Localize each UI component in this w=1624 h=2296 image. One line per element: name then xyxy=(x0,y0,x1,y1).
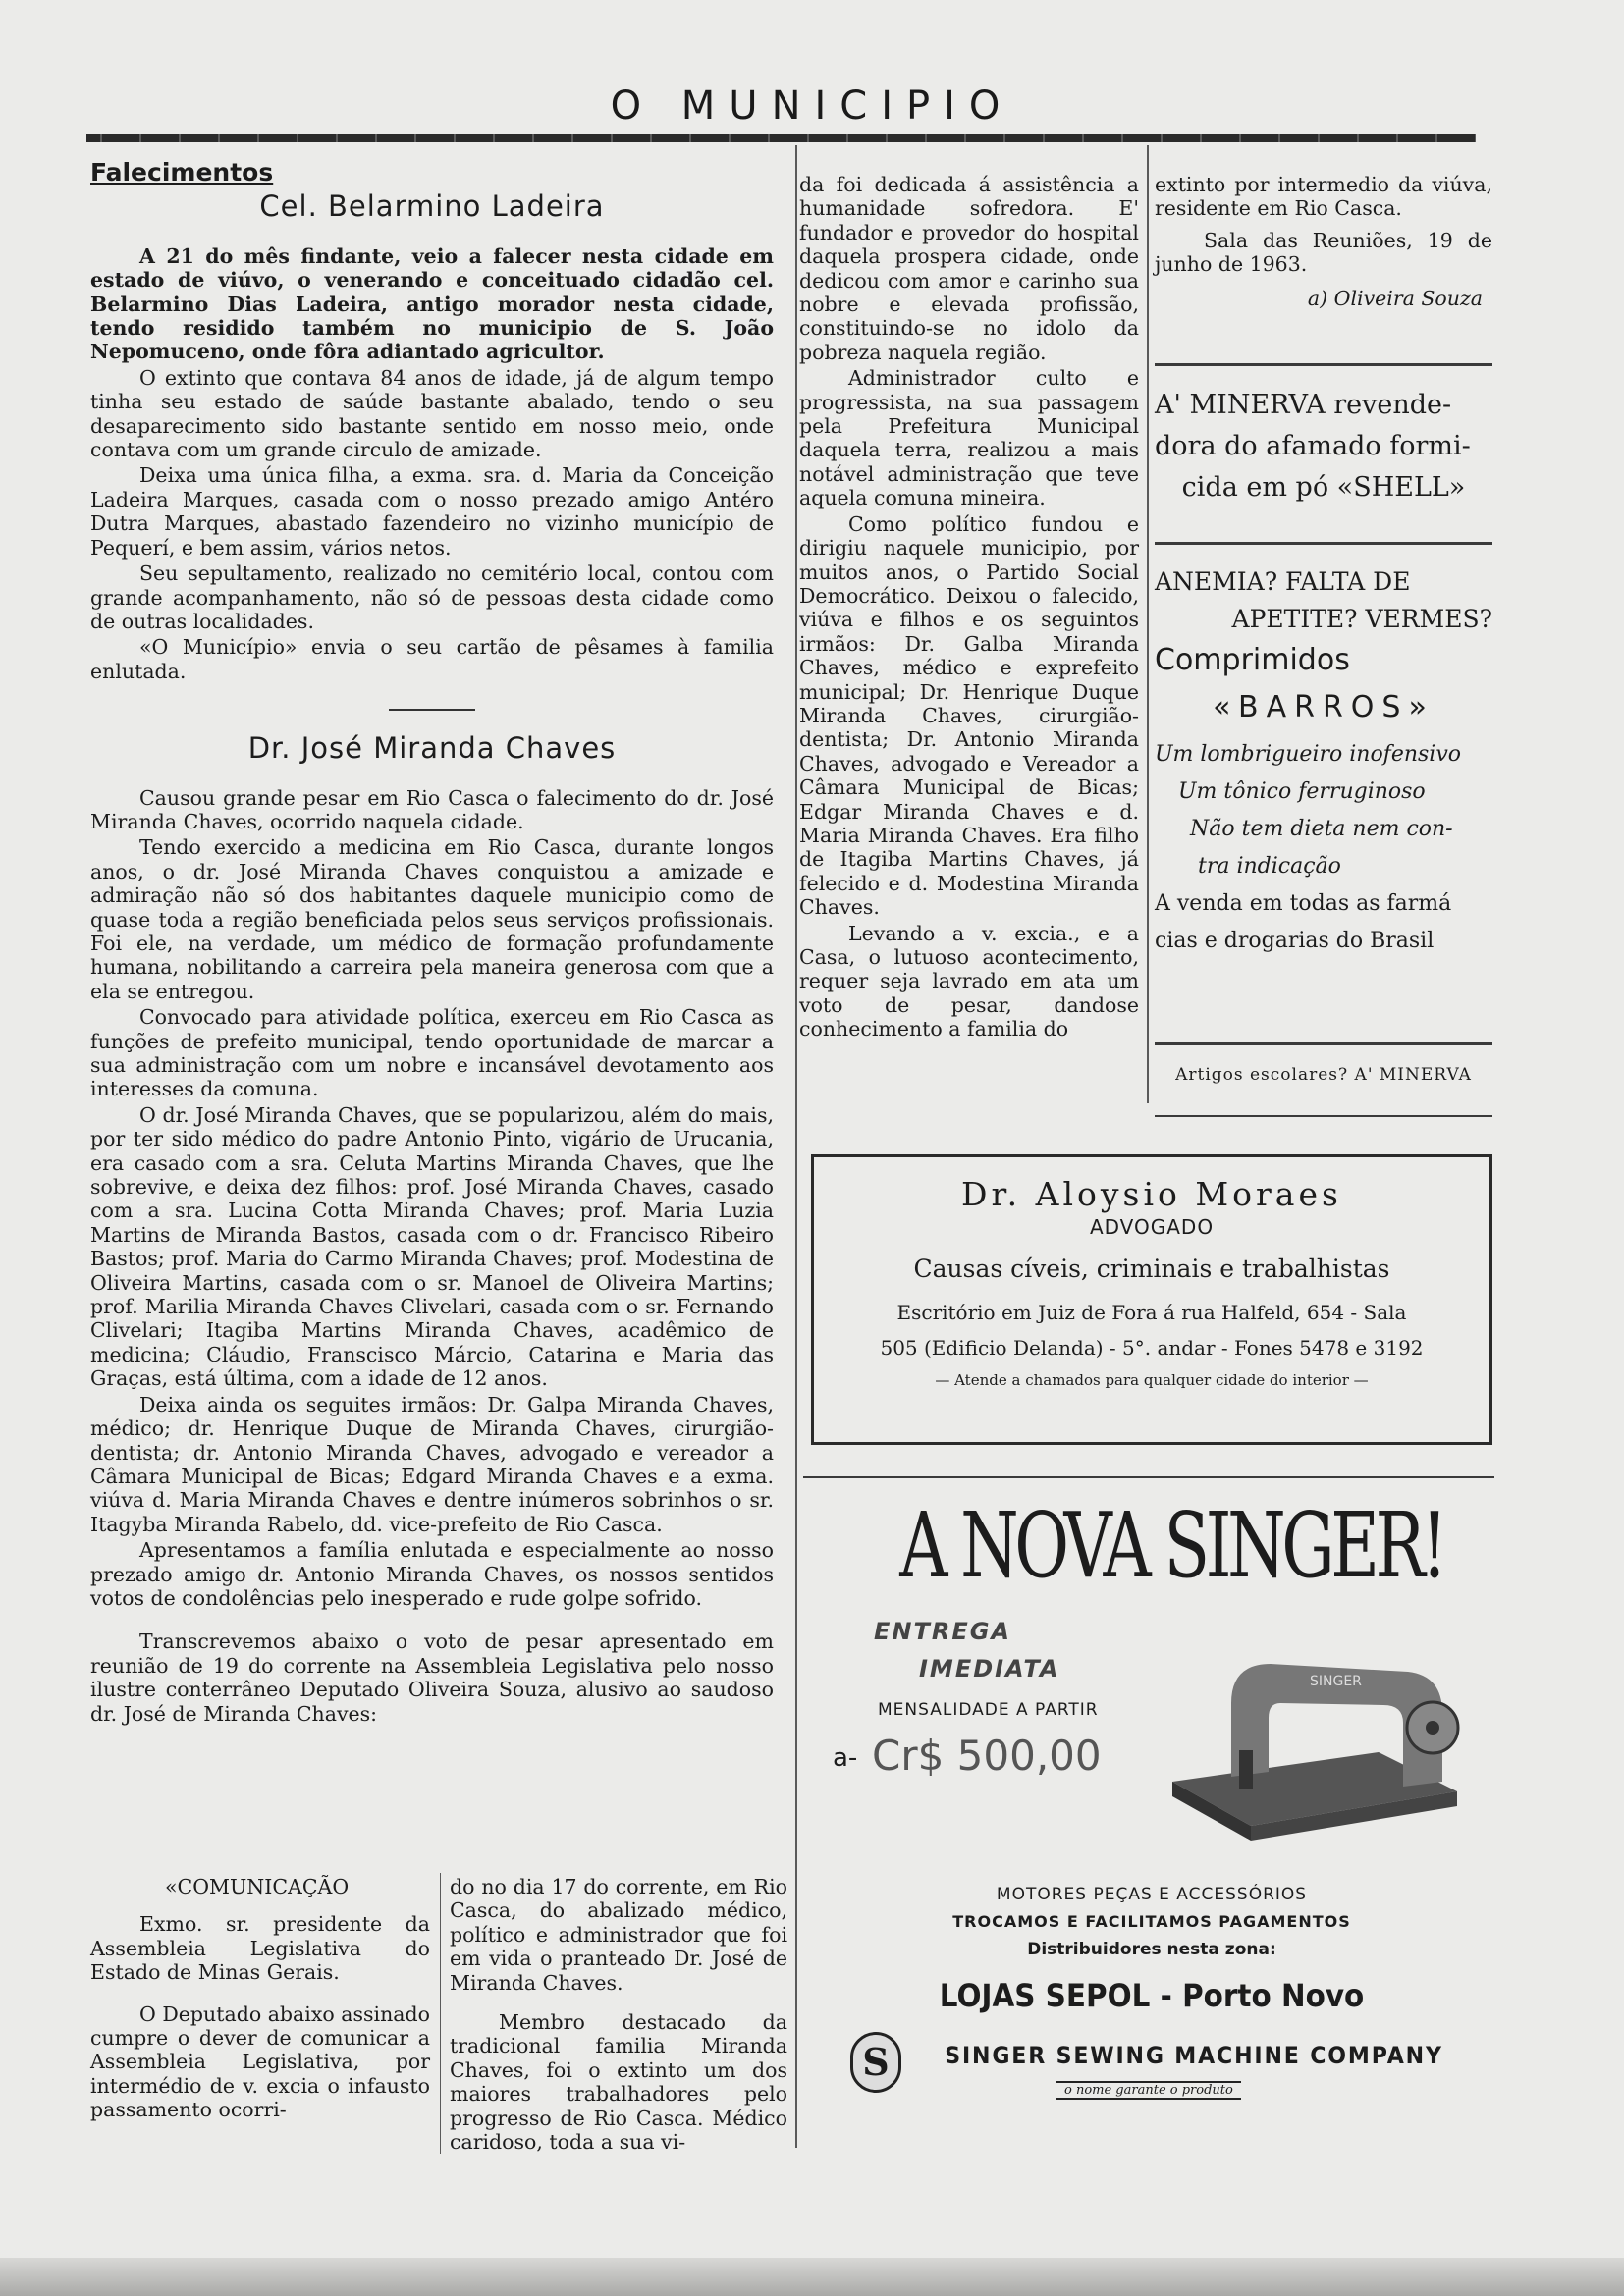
obituary-name-2: Dr. José Miranda Chaves xyxy=(247,731,617,766)
ad-divider xyxy=(1155,1115,1492,1117)
school-ad: Artigos escolares? A' MINERVA xyxy=(1175,1065,1472,1085)
obit2-paragraph: Transcrevemos abaixo o voto de pesar apresentado em reunião de 19 do corrente na Assembleia Legislativa pelo nosso ilustre conterrâneo Deputado Oliveira Souza, alusivo ao saudoso dr. José de Miranda Chaves: xyxy=(90,1629,774,1726)
barros-tagline: Um tônico ferruginoso xyxy=(1178,779,1426,804)
barros-ad xyxy=(1155,563,1492,960)
minerva-ad xyxy=(1155,385,1492,508)
barros-tagline: Um lombrigueiro inofensivo xyxy=(1155,742,1462,767)
barros-tagline: tra indicação xyxy=(1198,854,1341,879)
middle-paragraph: Como político fundou e dirigiu naquele municipio, por muitos anos, o Partido Social Democrático. Deixou o falecido, viúva e filhos e os seguintos irmãos: Dr. Galba Miranda Chaves, médico e exprefeito municipal; Dr. Henrique Duque Miranda Chaves, cirurgião-dentista; Dr. Antonio Miranda Chaves, advogado e Vereador a Câmara Municipal de Bicas; Edgar Miranda Chaves e d. Maria Miranda Chaves. Era filho de Itagiba Martins Chaves, já felecido e d. Modestina Miranda Chaves. xyxy=(799,511,1139,920)
singer-headline: A NOVA SINGER! xyxy=(899,1493,1444,1598)
lawyer-office: Escritório em Juiz de Fora á rua Halfeld, 654 - Sala xyxy=(896,1301,1407,1324)
communication-paragraph: Exmo. sr. presidente da Assembleia Legislativa do Estado de Minas Gerais. xyxy=(90,1912,430,1985)
obit2-paragraph: Tendo exercido a medicina em Rio Casca, durante longos anos, o dr. José Miranda Chaves conquistou a amizade e admiração não só dos habitantes daquele municipio como de quase toda a região beneficiada pelos seus serviços profissionais. Foi ele, na verdade, um médico de formação profundamente humana, nobilitando a carreira pela maneira generosa com que a ela se entregou. xyxy=(90,835,774,1003)
session-date: Sala das Reuniões, 19 de junho de 1963. xyxy=(1155,228,1492,277)
singer-company: SINGER SEWING MACHINE COMPANY xyxy=(945,2042,1443,2069)
lawyer-office: 505 (Edificio Delanda) - 5°. andar - Fones 5478 e 3192 xyxy=(880,1336,1424,1360)
singer-logo-letter: S xyxy=(862,2040,890,2084)
communication-paragraph: Membro destacado da tradicional familia Miranda Chaves, foi o extinto um dos maiores trabalhadores pelo progresso de Rio Casca. Médico caridoso, toda a sua vi- xyxy=(450,2010,787,2155)
ad-divider xyxy=(1155,1042,1492,1045)
obit2-paragraph: Deixa ainda os seguites irmãos: Dr. Galpa Miranda Chaves, médico; dr. Henrique Duque de Miranda Chaves, cirurgião-dentista; dr. Antonio Miranda Chaves, advogado e vereador a Câmara Municipal de Bicas; Edgard Miranda Chaves e a exma. viúva d. Maria Miranda Chaves e dentre inúmeros sobrinhos o sr. Itagyba Miranda Rabelo, dd. vice-prefeito de Rio Casca. xyxy=(90,1392,774,1536)
singer-price: Cr$ 500,00 xyxy=(872,1732,1102,1780)
obit1-paragraph: Seu sepultamento, realizado no cemitério local, contou com grande acompanhamento, não só de pessoas desta cidade como de outras localidades. xyxy=(90,561,774,633)
masthead-title: O MUNICIPIO xyxy=(610,83,1014,129)
singer-exchange: TROCAMOS E FACILITAMOS PAGAMENTOS xyxy=(952,1912,1351,1931)
minerva-ad-line: cida em pó «SHELL» xyxy=(1181,472,1466,503)
minerva-ad-line: A' MINERVA revende- xyxy=(1155,390,1452,420)
obituary-name-1: Cel. Belarmino Ladeira xyxy=(259,189,605,224)
barros-sale: cias e drogarias do Brasil xyxy=(1155,929,1435,953)
barros-brand: «BARROS» xyxy=(1213,690,1435,724)
communication-paragraph: do no dia 17 do corrente, em Rio Casca, do abalizado médico, político e administrador que foi em vida o pranteado Dr. José de Miranda Chaves. xyxy=(450,1875,787,1995)
ad-divider xyxy=(1155,542,1492,545)
lawyer-title: ADVOGADO xyxy=(1089,1215,1215,1239)
obit2-paragraph: O dr. José Miranda Chaves, que se popularizou, além do mais, por ter sido médico do padre Antonio Pinto, vigário de Urucania, era casado com a sra. Celuta Martins Miranda Chaves, que lhe sobrevive, e deixa dez filhos: prof. José Miranda Chaves, casado com a sra. Lucina Cotta Miranda Chaves; prof. Maria Luzia Martins de Miranda Bastos, casada com o dr. Francisco Ribeiro Bastos; prof. Maria do Carmo Miranda Chaves; prof. Modestina de Oliveira Martins, casada com o sr. Manoel de Oliveira Martins; prof. Marilia Miranda Chaves Clivelari, casada com o sr. Fernando Clivelari; Itagiba Martins Miranda Chaves, acadêmico de medicina; Cláudio, Franscisco Márcio, Catarina e Maria das Graças, está última, com a idade de 12 anos. xyxy=(90,1102,774,1391)
singer-slogan: o nome garante o produto xyxy=(1056,2081,1241,2100)
separator xyxy=(389,709,475,711)
barros-question: APETITE? VERMES? xyxy=(1231,605,1492,633)
obit2-paragraph: Causou grande pesar em Rio Casca o falecimento do dr. José Miranda Chaves, ocorrido naquela cidade. xyxy=(90,785,774,833)
communication-col-a xyxy=(90,1875,430,2124)
middle-paragraph: Levando a v. excia., e a Casa, o lutuoso acontecimento, requer seja lavrado em ata um voto de pesar, dandose conhecimento a familia do xyxy=(799,921,1139,1041)
singer-distributors: Distribuidores nesta zona: xyxy=(1027,1940,1276,1959)
lawyer-ad xyxy=(811,1154,1492,1445)
singer-store: LOJAS SEPOL - Porto Novo xyxy=(939,1977,1365,2014)
section-title: Falecimentos xyxy=(90,158,274,187)
right-column xyxy=(1155,173,1492,312)
signature: a) Oliveira Souza xyxy=(1307,286,1483,310)
singer-logo xyxy=(850,2032,901,2093)
ad-divider xyxy=(803,1476,1494,1478)
lawyer-causes: Causas cíveis, criminais e trabalhistas xyxy=(913,1255,1390,1283)
communication-end: extinto por intermedio da viúva, residente em Rio Casca. xyxy=(1155,173,1492,221)
singer-delivery: IMEDIATA xyxy=(919,1655,1060,1682)
middle-paragraph: Administrador culto e progressista, na sua passagem pela Prefeitura Municipal daquela terra, realizou a mais notável administração que teve aquela comuna mineira. xyxy=(799,366,1139,510)
column-divider-right xyxy=(1147,145,1149,1103)
communication-paragraph: O Deputado abaixo assinado cumpre o dever de comunicar a Assembleia Legislativa, por intermédio de v. excia o infausto passamento ocorri- xyxy=(90,2002,430,2122)
barros-question: ANEMIA? FALTA DE xyxy=(1155,567,1411,596)
middle-paragraph: da foi dedicada á assistência a humanidade sofredora. E' fundador e provedor do hospital daquela prospera cidade, onde dedicou com amor e carinho sua nobre e elevada profissão, constituindo-se no idolo da pobreza naquela região. xyxy=(799,173,1139,364)
communication-col-b xyxy=(450,1875,787,2156)
singer-ad xyxy=(811,1492,1492,2130)
lawyer-name: Dr. Aloysio Moraes xyxy=(961,1175,1342,1213)
singer-monthly: MENSALIDADE A PARTIR xyxy=(878,1700,1099,1720)
ad-divider xyxy=(1155,363,1492,366)
comm-divider xyxy=(440,1873,441,2154)
barros-tagline: Não tem dieta nem con- xyxy=(1190,817,1453,841)
masthead-rule xyxy=(86,134,1476,142)
barros-product: Comprimidos xyxy=(1155,643,1350,677)
sewing-machine-icon xyxy=(1163,1644,1467,1855)
middle-column xyxy=(799,173,1139,1043)
obit1-paragraph: Deixa uma única filha, a exma. sra. d. Maria da Conceição Ladeira Marques, casada com o nosso prezado amigo Antéro Dutra Marques, abastado fazendeiro no vizinho município de Pequerí, e bem assim, vários netos. xyxy=(90,463,774,560)
column-divider-left xyxy=(795,145,797,2148)
singer-price-prefix: a- xyxy=(833,1743,858,1773)
singer-machine-label: SINGER xyxy=(1310,1674,1362,1689)
obit2-paragraph: Convocado para atividade política, exerceu em Rio Casca as funções de prefeito municipal, tendo oportunidade de marcar a sua administração com um nobre e incansável devotamento aos interesses da comuna. xyxy=(90,1005,774,1101)
page-edge xyxy=(0,2258,1624,2296)
minerva-ad-line: dora do afamado formi- xyxy=(1155,431,1471,461)
obit1-paragraph: O extinto que contava 84 anos de idade, já de algum tempo tinha seu estado de saúde bastante abalado, tendo o seu desaparecimento sido bastante sentido em nosso meio, onde contava com um grande circulo de amizade. xyxy=(90,365,774,462)
barros-sale: A venda em todas as farmá xyxy=(1155,891,1452,916)
left-column xyxy=(90,158,774,1728)
obit1-paragraph: A 21 do mês findante, veio a falecer nesta cidade em estado de viúvo, o venerando e conceituado cidadão cel. Belarmino Dias Ladeira, antigo morador nesta cidade, tendo residido também no municipio de S. João Nepomuceno, onde fôra adiantado agricultor. xyxy=(90,243,774,364)
obit2-paragraph: Apresentamos a família enlutada e especialmente ao nosso prezado amigo dr. Antonio Miranda Chaves, os nossos sentidos votos de condolências pelo inesperado e rude golpe sofrido. xyxy=(90,1538,774,1610)
singer-delivery: ENTREGA xyxy=(874,1618,1011,1645)
lawyer-note: — Atende a chamados para qualquer cidade do interior — xyxy=(935,1371,1369,1389)
communication-title: «COMUNICAÇÃO xyxy=(165,1875,350,1898)
singer-parts: MOTORES PEÇAS E ACCESSÓRIOS xyxy=(996,1885,1308,1904)
obit1-paragraph: «O Município» envia o seu cartão de pêsames à familia enlutada. xyxy=(90,635,774,683)
